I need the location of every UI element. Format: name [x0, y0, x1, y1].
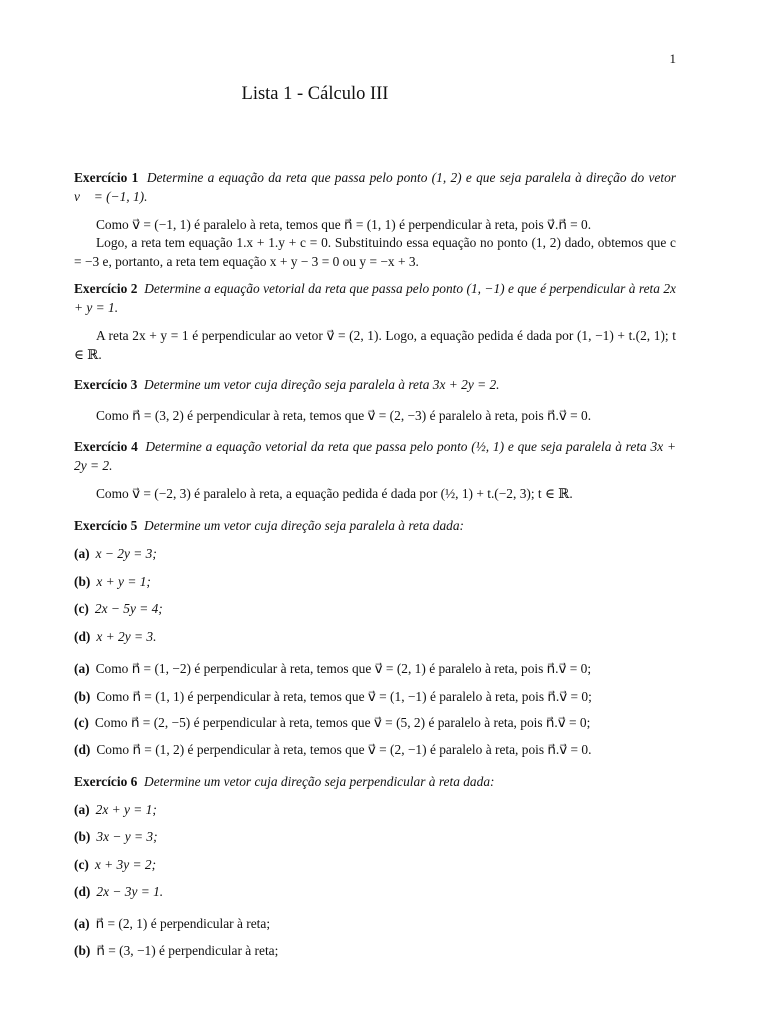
answer-text: n⃗ = (2, 1) é perpendicular à reta; [95, 916, 271, 931]
item-label: (b) [74, 574, 91, 589]
item-equation: 3x − y = 3; [96, 829, 158, 844]
exercise-5-answer-a [74, 659, 676, 678]
item-label: (b) [74, 689, 91, 704]
document-page [74, 0, 676, 1024]
item-equation: 2x − 3y = 1. [96, 884, 164, 899]
exercise-3-statement [74, 375, 676, 394]
answer-text: Como n⃗ = (1, −2) é perpendicular à reta, temos que v⃗ = (2, 1) é paralelo à reta, pois n⃗.v⃗ = 0; [95, 661, 592, 676]
answer-text: Como n⃗ = (1, 2) é perpendicular à reta, temos que v⃗ = (2, −1) é paralelo à reta, pois n⃗.v⃗ = 0. [96, 742, 592, 757]
exercise-5-answer-b [74, 687, 676, 706]
item-label: (a) [74, 802, 90, 817]
item-label: (d) [74, 629, 91, 644]
exercise-statement: Determine um vetor cuja direção seja paralela à reta dada: [144, 518, 464, 533]
exercise-5-item-a [74, 544, 676, 563]
item-equation: 2x + y = 1; [95, 802, 157, 817]
exercise-6-item-a [74, 800, 676, 819]
item-label: (b) [74, 829, 91, 844]
exercise-6-statement [74, 772, 676, 791]
exercise-5-answer-d [74, 740, 676, 759]
exercise-label: Exercício 5 [74, 518, 138, 533]
item-label: (c) [74, 601, 89, 616]
exercise-1-answer-2: Logo, a reta tem equação 1.x + 1.y + c = 0. Substituindo essa equação no ponto (1, 2) dado, obtemos que c = −3 e, portanto, a reta tem equação x + y − 3 = 0 ou y = −x + 3. [74, 235, 676, 269]
item-label: (a) [74, 916, 90, 931]
exercise-6-answer-a [74, 914, 676, 933]
exercise-label: Exercício 1 [74, 170, 139, 185]
item-label: (a) [74, 546, 90, 561]
item-equation: x + 2y = 3. [96, 629, 157, 644]
exercise-5-statement [74, 516, 676, 535]
exercise-5-item-c [74, 599, 676, 618]
item-label: (d) [74, 742, 91, 757]
answer-text: n⃗ = (3, −1) é perpendicular à reta; [96, 943, 279, 958]
exercise-1-statement [74, 168, 676, 206]
exercise-statement: Determine a equação da reta que passa pelo ponto (1, 2) e que seja paralela à direção do vetor v⃗ = (−1, 1). [74, 170, 676, 204]
exercise-label: Exercício 3 [74, 377, 138, 392]
item-label: (c) [74, 715, 89, 730]
exercise-3-answer-1: Como n⃗ = (3, 2) é perpendicular à reta, temos que v⃗ = (2, −3) é paralelo à reta, pois n⃗.v⃗ = 0. [96, 408, 592, 423]
item-equation: x + y = 1; [96, 574, 151, 589]
exercise-5-answer-c [74, 713, 676, 732]
exercise-4-answer-1: Como v⃗ = (−2, 3) é paralelo à reta, a equação pedida é dada por (½, 1) + t.(−2, 3); t ∈ ℝ. [96, 486, 573, 501]
exercise-5-item-d [74, 627, 676, 646]
exercise-6-item-c [74, 855, 676, 874]
exercise-statement: Determine a equação vetorial da reta que passa pelo ponto (½, 1) e que seja paralela à reta 3x + 2y = 2. [74, 439, 676, 473]
exercise-2-answer-1: A reta 2x + y = 1 é perpendicular ao vetor v⃗ = (2, 1). Logo, a equação pedida é dada por (1, −1) + t.(2, 1); t ∈ ℝ. [74, 328, 676, 362]
exercise-4-statement [74, 437, 676, 475]
exercise-statement: Determine a equação vetorial da reta que passa pelo ponto (1, −1) e que é perpendicular à reta 2x + y = 1. [74, 281, 676, 315]
exercise-2-statement [74, 279, 676, 317]
exercise-6-item-b [74, 827, 676, 846]
exercise-label: Exercício 6 [74, 774, 138, 789]
answer-text: Como n⃗ = (1, 1) é perpendicular à reta, temos que v⃗ = (1, −1) é paralelo à reta, pois n⃗.v⃗ = 0; [96, 689, 592, 704]
page-number: 1 [669, 51, 676, 66]
page-title: Lista 1 - Cálculo III [241, 84, 389, 104]
exercise-statement: Determine um vetor cuja direção seja perpendicular à reta dada: [144, 774, 495, 789]
exercise-label: Exercício 2 [74, 281, 138, 296]
exercise-5-item-b [74, 572, 676, 591]
exercise-6-item-d [74, 882, 676, 901]
exercise-6-answer-b [74, 941, 676, 960]
item-label: (c) [74, 857, 89, 872]
item-label: (a) [74, 661, 90, 676]
item-label: (d) [74, 884, 91, 899]
exercise-label: Exercício 4 [74, 439, 138, 454]
item-equation: 2x − 5y = 4; [94, 601, 163, 616]
item-equation: x + 3y = 2; [94, 857, 157, 872]
exercise-1-answer-1: Como v⃗ = (−1, 1) é paralelo à reta, temos que n⃗ = (1, 1) é perpendicular à reta, pois v⃗.n⃗ = 0. [96, 217, 592, 232]
item-equation: x − 2y = 3; [95, 546, 157, 561]
answer-text: Como n⃗ = (2, −5) é perpendicular à reta, temos que v⃗ = (5, 2) é paralelo à reta, pois n⃗.v⃗ = 0; [94, 715, 591, 730]
item-label: (b) [74, 943, 91, 958]
exercise-statement: Determine um vetor cuja direção seja paralela à reta 3x + 2y = 2. [144, 377, 500, 392]
